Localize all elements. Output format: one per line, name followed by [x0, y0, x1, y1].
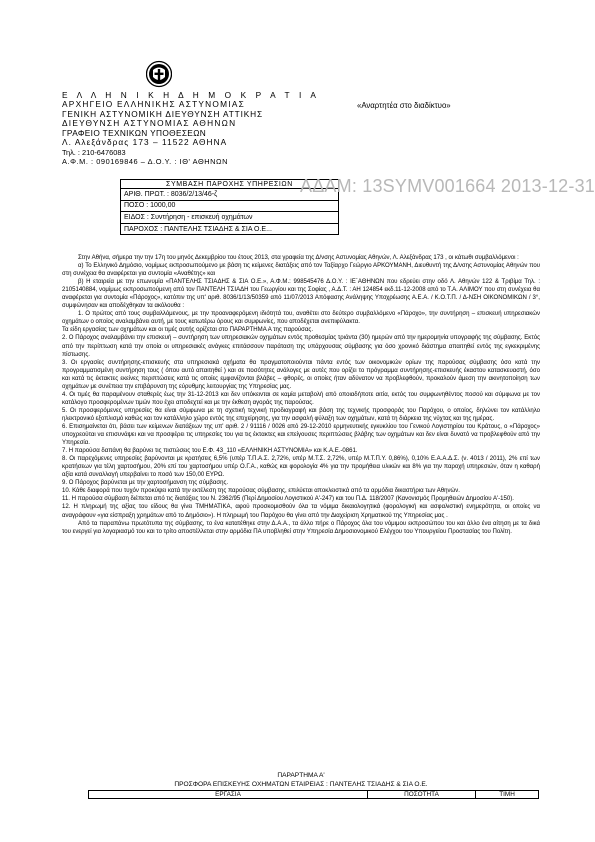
- body-party-b-paragraph: β) Η εταιρεία με την επωνυμία «ΠΑΝΤΕΛΗΣ ΤΣΙΑΔΗΣ & ΣΙΑ Ο.Ε.», Α.Φ.Μ.: 998545476 Δ.Ο.Υ. : ΙΕ΄ΑΘΗΝΩΝ που εδρεύει στην οδό Λ. Αθηνών 122 & Τριβίμα Τηλ. : 2105140884, νομίμως εκπροσωπούμενη από τον ΠΑΝΤΕΛΗ ΤΣΙΑΔΗ του Γεωργίου και της Σοφίας , Α.Δ.Τ. : ΑΗ 124854 εκδ.11-12-2008 από το Τ.Α. ΑΛΙΜΟΥ που στη συνέχεια θα αναφέρεται για συντομία «Πάροχος», κατόπιν της υπ' αριθ. 8036/1/13/50359 από 11/07/2013 Απόφασης Ανάληψης Υποχρέωσης Α.Ε.Α. / Κ.Ο.Τ.Π. / Δ-ΝΣΗ ΟΙΚΟΝΟΜΙΚΩΝ / 3°, συμφώνησαν και αποδέχθηκαν τα ακόλουθα :: [62, 279, 540, 310]
- summary-protocol-number: ΑΡΙΘ. ΠΡΩΤ. : 8036/2/13/46-ζ: [121, 189, 339, 201]
- body-closing-paragraph: Από τα παραπάνω πρωτότυπα της σύμβασης, το ένα κατατέθηκε στην Δ.Α.Α., τα άλλο πήρε ο Πάροχος όλα του νόμιμου εκπροσώπου του και άλλο ένα αίτηση με τα δικά του ενεργεί για λογαριασμό του και το τρίτο αποστέλλεται στην αρμόδια ΠΑ υποβληθεί στην Υπηρεσία Δημοσιονομικού Ελέγχου του Υπουργείου Προστασίας του Πολίτη.: [62, 520, 540, 535]
- body-clause-2: 2. Ο Πάροχος αναλαμβάνει την επισκευή – συντήρηση των υπηρεσιακών οχημάτων εντός προθεσμίας τριάντα (30) ημερών από την ημερομηνία υπογραφής της σύμβασης. Εκτός από την περίπτωση κατά την οποία οι υπηρεσιακές ανάγκες επιτάσσουν παράταση της υπάρχουσας σύμβασης για όσο χρονικό διάστημα απαιτηθεί εντός της εγκεκριμένης πίστωσης.: [62, 335, 540, 358]
- summary-title: ΣΥΜΒΑΣΗ ΠΑΡΟΧΗΣ ΥΠΗΡΕΣΙΩΝ: [121, 180, 339, 189]
- header-tax-line: Α.Φ.Μ. : 090169846 – Δ.Ο.Υ. : ΙΘ' ΑΘΗΝΩΝ: [62, 157, 229, 166]
- body-clause-4: 4. Οι τιμές θα παραμένουν σταθερές έως την 31-12-2013 και δεν υπόκεινται σε καμία μεταβολή από οποιαδήποτε αιτία, εκτός του συμφωνηθέντος ποσού και σύμφωνα με τον κατάλογο προσφερομένων τιμών που έχει αποδεχτεί και με την έκθεση αγοράς της παρούσας.: [62, 391, 540, 406]
- header-phone-line: Τηλ. : 210-6476083: [62, 147, 126, 157]
- summary-provider: ΠΑΡΟΧΟΣ : ΠΑΝΤΕΛΗΣ ΤΣΙΑΔΗΣ & ΣΙΑ Ο.Ε...: [121, 223, 339, 235]
- body-clause-6: 6. Επισημαίνεται ότι, βάσει των κείμενων διατάξεων της υπ' αριθ. 2 / 91116 / 0026 από 29-12-2010 ερμηνευτικής εγκυκλίου του Γενικού Λογιστηρίου του Κράτους, ο «Πάροχος» υποχρεούται να επισυνάψει και να προσφέρει τις υπηρεσίες του για τις έκτακτες και επείγουσες περιπτώσεις βλάβης των οχημάτων και δεν είναι δυνατό να προβλεφθούν από την Υπηρεσία.: [62, 423, 540, 447]
- annex-col-work: ΕΡΓΑΣΙΑ: [89, 791, 368, 799]
- summary-amount: ΠΟΣΟ : 1000,00: [121, 200, 339, 212]
- body-clause-11: 11. Η παρούσα σύμβαση διέπεται από τις διατάξεις του Ν. 2362/95 (Περί Δημοσίου Λογιστικού Α'-247) και του Π.Δ. 118/2007 (Κανονισμός Προμηθειών Δημοσίου Α'-150).: [62, 496, 514, 503]
- summary-type: ΕΙΔΟΣ : Συντήρηση - επισκευή οχημάτων: [121, 212, 339, 224]
- annex-subtitle: ΠΡΟΣΦΟΡΑ ΕΠΙΣΚΕΥΗΣ ΟΧΗΜΑΤΩΝ ΕΤΑΙΡΕΙΑΣ : ΠΑΝΤΕΛΗΣ ΤΣΙΑΔΗΣ & ΣΙΑ Ο.Ε.: [174, 781, 428, 788]
- body-clause-1: 1. Ο πρώτος από τους συμβαλλόμενους, με την προαναφερόμενη ιδιότητά του, αναθέτει στο δεύτερο συμβαλλόμενο «Πάροχο», την συντήρηση – επισκευή υπηρεσιακών οχημάτων ο οποίος αναλαμβάνει αυτή, με τους κατωτέρω όρους και συμφωνίες, που αποδέχεται ανεπιφύλακτα.: [62, 311, 540, 326]
- body-clause-1-note: Τα είδη εργασίας των οχημάτων και οι τιμές αυτής ορίζεται στο ΠΑΡΑΡΤΗΜΑ Α της παρούσας.: [62, 327, 313, 334]
- body-clause-8: 8. Οι παρεχόμενες υπηρεσίες βαρύνονται με κρατήσεις 6,5% (υπέρ Τ.Π.Α.Σ. 2,72%, υπέρ Μ.Τ.Σ. 2,72%, υπέρ Μ.Τ.Π.Υ. 0,86%), 0,10% Ε.Α.Α.Δ.Σ. (ν. 4013 / 2011), 2% επί των κρατήσεων για τέλη χαρτοσήμου, 20% επί του χαρτοσήμου υπέρ Ο.Γ.Α., καθώς και φορολογία 4% για την προμήθεια υλικών και 8% για την παροχή υπηρεσιών, όταν η καθαρή αξία κατά συναλλαγή υπερβαίνει το ποσό των 150,00 ΕΥΡΩ.: [62, 456, 540, 479]
- annex-title: ΠΑΡΑΡΤΗΜΑ Α': [277, 772, 325, 779]
- adam-watermark: ΑΔΑΜ: 13SYMV001664 2013-12-31: [300, 176, 595, 196]
- body-clause-12: 12. Η πληρωμή της αξίας του είδους θα γίνει ΤΜΗΜΑΤΙΚΑ, αφού προσκομισθούν όλα τα νόμιμα δικαιολογητικά (φορολογική και ασφαλιστική ενημερότητα, οι οποίες να αναγράφουν «για είσπραξη χρημάτων από το Δημόσιο»). Η πληρωμή του Παρόχου θα γίνει από την Διαχείριση Χρηματικού της Υπηρεσίας μας .: [62, 504, 540, 519]
- body-clause-10: 10. Κάθε διαφορά που τυχόν προκύψει κατά την εκτέλεση της παρούσας σύμβασης, επιλύεται αποκλειστικά από τα αρμόδια δικαστήρια των Αθηνών.: [62, 488, 460, 495]
- publish-note: «Αναρτητέα στο διαδίκτυο»: [357, 101, 451, 110]
- annex-col-quantity: ΠΟΣΟΤΗΤΑ: [368, 791, 476, 799]
- header-office-line: ΓΡΑΦΕΙΟ ΤΕΧΝΙΚΩΝ ΥΠΟΘΕΣΕΩΝ: [62, 127, 207, 138]
- body-clause-3: 3. Οι εργασίες συντήρησης-επισκευής στα υπηρεσιακά οχήματα θα πραγματοποιούνται πάντα εντός των οικονομικών ορίων της παρούσας σύμβασης όσο κατά την προγραμματισμένη συντήρηση τους ( όπου αυτό απαιτηθεί ) και σε ποσότητες ανάλογες με αυτές που ορίζει το πρόγραμμα συντήρησης-επισκευής έκαστου κατασκευαστή, όσο και κατά τις έκτακτες εκείνες περιπτώσεις κατά τις οποίες εμφανίζονται βλάβες – φθορές, οι οποίες ήταν αδύνατον να προβλεφθούν, προκαλούν άμεση την ακινητοποίηση των οχημάτων με συνέπεια την επιβάρυνση της εύρυθμης λειτουργίας της Υπηρεσίας μας.: [62, 359, 540, 390]
- body-clause-9: 9. Ο Πάροχος βαρύνεται με την χαρτοσήμανση της σύμβασης.: [62, 480, 229, 487]
- contract-body: [62, 254, 540, 536]
- header-address-line: Λ. Αλεξάνδρας 173 – 11522 ΑΘΗΝΑ: [62, 137, 228, 147]
- body-clause-5: 5. Οι προσφερόμενες υπηρεσίες θα είναι σύμφωνα με τη σχετική τεχνική προδιαγραφή και βάση της τεχνικής προσφοράς του Παρόχου, ο οποίος, δηλώνει τον κατάλληλο ηλεκτρονικό εξοπλισμό καθώς και τον κατάλληλο χώρο εντός της επιχείρησης, για την ασφαλή φύλαξη των οχημάτων, κατά τη διάρκεια της νύχτας και της ημέρας.: [62, 407, 540, 422]
- greek-emblem-icon: [146, 60, 172, 88]
- body-party-a-paragraph: α) Το Ελληνικό Δημόσιο, νομίμως εκπροσωπούμενο με βάση τις κείμενες διατάξεις από τον Ταξίαρχο Γεώργιο ΑΡΚΟΥΜΑΝΗ, Διευθυντή της Δ/νσης Αστυνομίας Αθηνών που στη συνέχεια θα αναφέρεται για συντομία «Αναθέτης» και: [62, 263, 540, 278]
- body-intro-paragraph: Στην Αθήνα, σήμερα την την 17η του μηνός Δεκεμβρίου του έτους 2013, στα γραφεία της Δ/νσης Αστυνομίας Αθηνών, Λ. Αλεξάνδρας 173 , οι κάτωθι συμβαλλόμενοι :: [78, 255, 519, 261]
- header-state-line: Ε Λ Λ Η Ν Ι Κ Η Δ Η Μ Ο Κ Ρ Α Τ Ι Α: [62, 90, 320, 100]
- header-directorate-line: ΓΕΝΙΚΗ ΑΣΤΥΝΟΜΙΚΗ ΔΙΕΥΘΥΝΣΗ ΑΤΤΙΚΗΣ: [62, 108, 263, 119]
- annex-table: [88, 790, 539, 799]
- annex-col-price: ΤΙΜΗ: [476, 791, 539, 799]
- header-hq-line: ΑΡΧΗΓΕΙΟ ΕΛΛΗΝΙΚΗΣ ΑΣΤΥΝΟΜΙΑΣ: [62, 99, 246, 109]
- header-division-line: ΔΙΕΥΘΥΝΣΗ ΑΣΤΥΝΟΜΙΑΣ ΑΘΗΝΩΝ: [62, 118, 237, 128]
- body-clause-7: 7. Η παρούσα δαπάνη θα βαρύνει τις πιστώσεις του Ε.Φ. 43_110 «ΕΛΛΗΝΙΚΗ ΑΣΤΥΝΟΜΙΑ» και Κ.Α.Ε.-0861.: [62, 448, 358, 455]
